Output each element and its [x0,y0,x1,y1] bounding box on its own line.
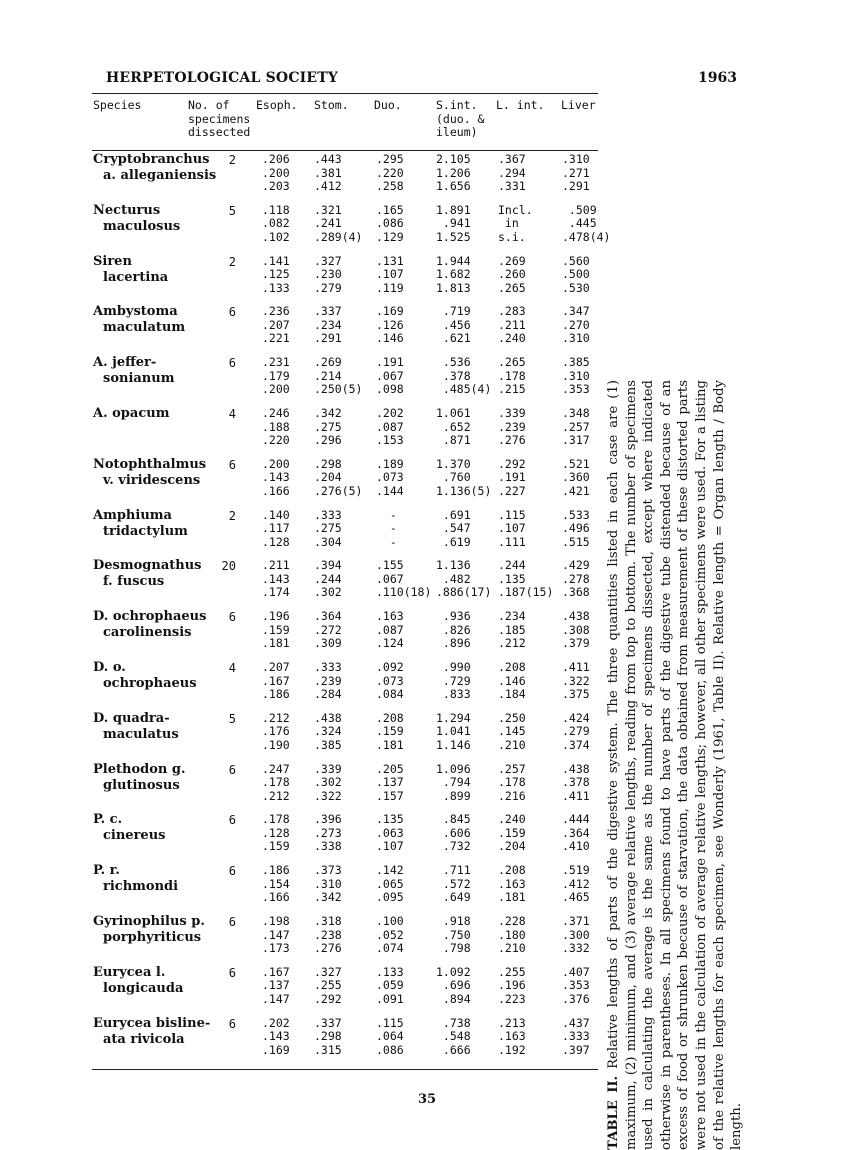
species-name-line1: A. jeffer- [93,355,157,371]
species-name-line2: tridactylum [103,523,188,539]
specimen-count: 6 [228,305,236,320]
cell-lint: .213 .163 .192 [498,1015,526,1057]
specimen-count: 4 [228,661,236,675]
cell-duo: .133 .059 .091 [376,964,404,1006]
cell-stom: .318 .238 .276 [314,914,342,955]
species-name-line2: maculosus [103,218,181,234]
cell-esoph: .200 .143 .166 [262,456,290,498]
cell-liver: .407 .353 .376 [562,964,590,1006]
cell-esoph: .140 .117 .128 [262,507,290,549]
cell-sint: 1.944 1.682 1.813 [436,253,471,295]
species-name-line1: P. c. [93,812,123,828]
species-name-line2: ochrophaeus [103,676,197,691]
cell-lint: .208 .163 .181 [498,863,526,905]
cell-stom: .396 .273 .338 [314,812,342,854]
species-name [93,965,223,997]
species-name [93,254,223,286]
cell-liver: .310 .271 .291 [562,152,590,193]
cell-liver: .509 .445 .478(4) [562,202,611,244]
cell-stom: .394 .244 .302 [314,558,342,600]
table-bottom-rule [92,1069,598,1070]
species-name-line1: Amphiuma [93,507,172,523]
page-number: 35 [418,1092,437,1107]
table-top-rule [92,93,598,94]
cell-liver: .429 .278 .368 [562,558,590,600]
species-name-line2: lacertina [103,269,169,285]
cell-sint: 1.092 .696 .894 [436,964,471,1006]
cell-liver: .438 .308 .379 [562,609,590,651]
cell-lint: .257 .178 .216 [498,761,526,803]
cell-liver: .347 .270 .310 [562,304,590,346]
species-name-line2: a. alleganiensis [103,168,217,183]
specimen-count: 4 [228,407,236,421]
species-name [93,508,223,540]
cell-liver: .348 .257 .317 [562,406,590,447]
species-name-line1: Siren [93,253,132,269]
cell-lint: .269 .260 .265 [498,253,526,295]
cell-sint: 1.370 .760 1.136(5) [436,456,492,498]
cell-esoph: .141 .125 .133 [262,253,290,295]
cell-esoph: .167 .137 .147 [262,964,290,1006]
specimen-count: 6 [228,1016,236,1031]
cell-lint: .292 .191 .227 [498,456,526,498]
cell-duo: .163 .087 .124 [376,609,404,651]
species-name-line1: Cryptobranchus [93,152,210,167]
species-name [93,863,223,895]
specimen-count: 5 [228,203,236,218]
species-name [93,355,223,387]
species-name-line1: Ambystoma [93,304,178,320]
cell-duo: .189 .073 .144 [376,456,404,498]
specimen-count: 6 [228,965,236,980]
cell-sint: 2.105 1.206 1.656 [436,152,471,193]
cell-esoph: .196 .159 .181 [262,609,290,651]
cell-sint: 1.136 .482 .886(17) [436,558,492,600]
species-name-line1: A. opacum [93,406,170,421]
cell-sint: .738 .548 .666 [442,1015,471,1057]
cell-lint: .339 .239 .276 [498,406,526,447]
cell-stom: .443 .381 .412 [314,152,342,193]
species-name-line1: Plethodon g. [93,761,186,777]
cell-lint: .240 .159 .204 [498,812,526,854]
species-name [93,1016,223,1048]
cell-lint: .115 .107 .111 [498,507,526,549]
specimen-count: 6 [228,762,236,777]
cell-stom: .438 .324 .385 [314,710,342,752]
col-header-esoph: Esoph. [256,98,298,112]
species-name-line2: f. fuscus [103,574,165,590]
cell-liver: .424 .279 .374 [562,710,590,752]
cell-duo: .165 .086 .129 [376,202,404,244]
cell-duo: .208 .159 .181 [376,710,404,752]
species-name [93,203,223,235]
cell-sint: .990 .729 .833 [442,660,471,701]
col-header-count: No. of specimens dissected [188,98,251,139]
species-name [93,406,223,422]
running-head: HERPETOLOGICAL SOCIETY [106,70,339,86]
cell-esoph: .236 .207 .221 [262,304,290,346]
caption-text: Relative lengths of parts of the digestive system. The three quantities listed in each case are (1) maximum, (2) minimum, and (3) average relative lengths, reading from top to bottom. The number of specimens used in calculating the average is the same as the number of specimens dissected, except where indicated otherwise in parentheses. In all specimens found to have parts of the digestive tube distended because of an excess of food or shrunken because of starvation, the data obtained from measurement of these distorted parts were not used in the calculation of average relative lengths; however, all other specimens were used. For a listing of the relative lengths for each specimen, see Wonderly (1961, Table II). Relative length = Organ length / Body length. [606,380,745,1150]
cell-sint: .918 .750 .798 [442,914,471,955]
caption-label: TABLE II. [606,1075,621,1150]
species-name-line2: v. viridescens [103,472,201,488]
cell-stom: .364 .272 .309 [314,609,342,651]
species-name-line2: cinereus [103,828,166,844]
col-header-species: Species [93,98,142,112]
cell-stom: .337 .234 .291 [314,304,342,346]
specimen-count: 2 [228,254,236,269]
cell-stom: .333 .275 .304 [314,507,342,549]
species-name-line1: Eurycea l. [93,964,166,980]
cell-lint: .228 .180 .210 [498,914,526,955]
cell-stom: .327 .255 .292 [314,964,342,1006]
specimen-count: 6 [228,457,236,472]
cell-stom: .327 .230 .279 [314,253,342,295]
species-name [93,558,223,590]
cell-sint: 1.061 .652 .871 [436,406,471,447]
specimen-count: 6 [228,813,236,828]
species-name-line1: D. quadra- [93,710,170,726]
col-header-liver: Liver [561,98,596,112]
species-name-line1: Notophthalmus [93,456,207,472]
species-name-line1: D. o. [93,660,126,675]
cell-lint: .255 .196 .223 [498,964,526,1006]
cell-esoph: .202 .143 .169 [262,1015,290,1057]
species-name-line2: sonianum [103,371,175,387]
cell-sint: .719 .456 .621 [442,304,471,346]
cell-duo: .191 .067 .098 [376,355,404,397]
table-caption [605,380,746,1150]
cell-stom: .333 .239 .284 [314,660,342,701]
cell-sint: .711 .572 .649 [442,863,471,905]
species-name-line2: maculatus [103,726,179,742]
cell-lint: .283 .211 .240 [498,304,526,346]
cell-sint: .936 .826 .896 [442,609,471,651]
cell-stom: .339 .302 .322 [314,761,342,803]
cell-esoph: .206 .200 .203 [262,152,290,193]
cell-lint: .265 .178 .215 [498,355,526,397]
col-header-stom: Stom. [314,98,349,112]
species-name-line2: ata rivicola [103,1031,185,1047]
cell-liver: .533 .496 .515 [562,507,590,549]
species-name [93,812,223,844]
species-name [93,660,223,692]
specimen-count: 2 [228,153,236,167]
cell-stom: .269 .214 .250(5) [314,355,363,397]
cell-sint: .536 .378 .485(4) [442,355,492,397]
cell-stom: .342 .275 .296 [314,406,342,447]
species-name-line2: carolinensis [103,625,192,641]
species-name-line1: Gyrinophilus p. [93,914,205,929]
specimen-count: 5 [228,711,236,726]
species-name-line2: richmondi [103,879,179,895]
cell-esoph: .178 .128 .159 [262,812,290,854]
cell-sint: .845 .606 .732 [442,812,471,854]
cell-liver: .437 .333 .397 [562,1015,590,1057]
cell-duo: .202 .087 .153 [376,406,404,447]
table-header-rule [92,150,598,151]
cell-liver: .444 .364 .410 [562,812,590,854]
cell-sint: .691 .547 .619 [442,507,471,549]
cell-esoph: .186 .154 .166 [262,863,290,905]
cell-liver: .560 .500 .530 [562,253,590,295]
cell-duo: .205 .137 .157 [376,761,404,803]
species-name-line2: porphyriticus [103,930,202,945]
species-name [93,304,223,336]
cell-esoph: .198 .147 .173 [262,914,290,955]
species-name [93,762,223,794]
species-name [93,914,223,946]
cell-stom: .373 .310 .342 [314,863,342,905]
species-name-line1: Desmognathus [93,558,202,574]
species-name-line2: longicauda [103,980,184,996]
cell-duo: .169 .126 .146 [376,304,404,346]
specimen-count: 6 [228,610,236,625]
cell-liver: .371 .300 .332 [562,914,590,955]
species-name-line1: Necturus [93,202,161,218]
cell-liver: .411 .322 .375 [562,660,590,701]
cell-lint: .208 .146 .184 [498,660,526,701]
cell-stom: .321 .241 .289(4) [314,202,363,244]
cell-stom: .337 .298 .315 [314,1015,342,1057]
cell-lint: .250 .145 .210 [498,710,526,752]
cell-stom: .298 .204 .276(5) [314,456,363,498]
page-year: 1963 [698,70,737,86]
cell-sint: 1.096 .794 .899 [436,761,471,803]
cell-esoph: .247 .178 .212 [262,761,290,803]
species-name [93,152,223,184]
species-name-line1: P. r. [93,863,120,879]
species-name [93,711,223,743]
species-name [93,457,223,489]
cell-esoph: .118 .082 .102 [262,202,290,244]
species-name [93,609,223,641]
cell-duo: .092 .073 .084 [376,660,404,701]
species-name-line1: Eurycea bisline- [93,1015,211,1031]
cell-esoph: .231 .179 .200 [262,355,290,397]
cell-lint: .244 .135 .187(15) [498,558,554,600]
specimen-count: 20 [221,559,236,574]
cell-duo: .135 .063 .107 [376,812,404,854]
col-header-duo: Duo. [374,98,402,112]
cell-liver: .438 .378 .411 [562,761,590,803]
specimen-count: 6 [228,356,236,371]
cell-lint: .367 .294 .331 [498,152,526,193]
specimen-count: 6 [228,915,236,929]
species-name-line2: glutinosus [103,777,180,793]
cell-sint: 1.294 1.041 1.146 [436,710,471,752]
cell-esoph: .246 .188 .220 [262,406,290,447]
cell-esoph: .211 .143 .174 [262,558,290,600]
cell-duo: .295 .220 .258 [376,152,404,193]
cell-sint: 1.891 .941 1.525 [436,202,471,244]
cell-duo: .155 .067 .110(18) [376,558,432,600]
specimen-count: 2 [228,508,236,523]
col-header-lint: L. int. [496,98,545,112]
cell-duo: .100 .052 .074 [376,914,404,955]
species-name-line2: maculatum [103,320,186,336]
cell-liver: .521 .360 .421 [562,456,590,498]
specimen-count: 6 [228,864,236,879]
cell-duo: .131 .107 .119 [376,253,404,295]
cell-duo: .142 .065 .095 [376,863,404,905]
cell-duo: .115 .064 .086 [376,1015,404,1057]
cell-liver: .519 .412 .465 [562,863,590,905]
cell-lint: .234 .185 .212 [498,609,526,651]
cell-liver: .385 .310 .353 [562,355,590,397]
col-header-sint: S.int. (duo. & ileum) [436,98,485,139]
cell-esoph: .212 .176 .190 [262,710,290,752]
species-name-line1: D. ochrophaeus [93,609,207,625]
cell-duo: - - - [389,507,397,549]
cell-lint: Incl. in s.i. [498,202,533,244]
cell-esoph: .207 .167 .186 [262,660,290,701]
